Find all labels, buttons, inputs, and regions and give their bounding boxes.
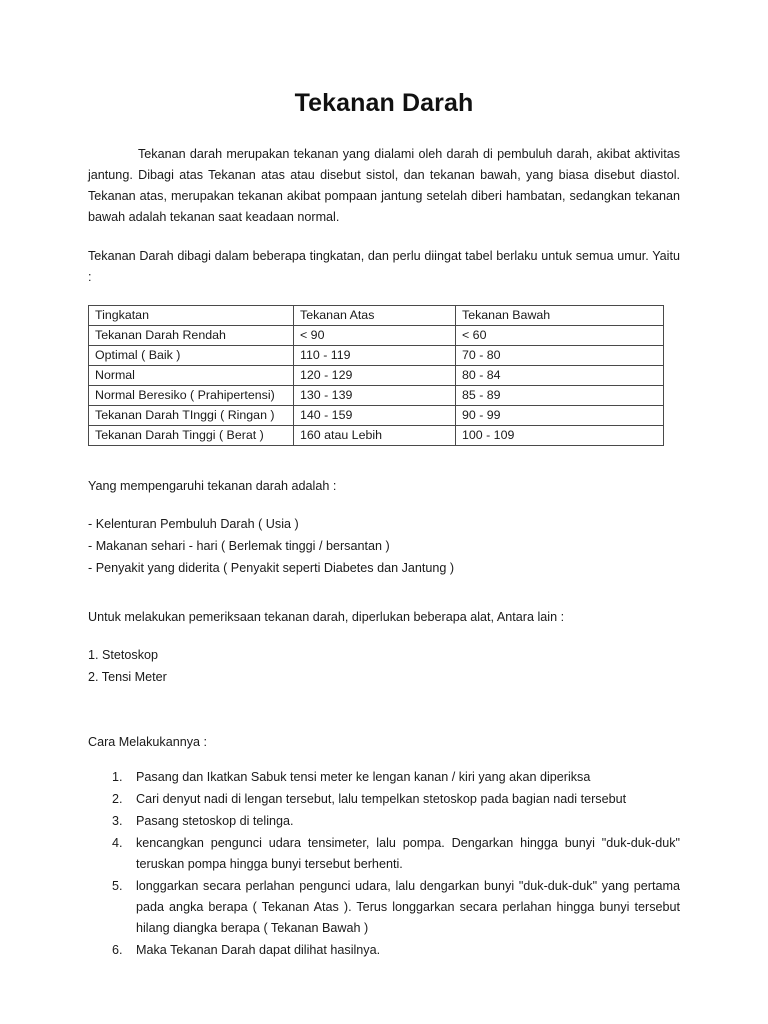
list-item: 2. Tensi Meter xyxy=(88,670,167,684)
influences-lead: Yang mempengaruhi tekanan darah adalah : xyxy=(88,479,337,493)
howto-lead: Cara Melakukannya : xyxy=(88,735,208,749)
table-header-cell: Tekanan Atas xyxy=(294,306,456,326)
table-cell: 85 - 89 xyxy=(456,386,664,406)
table-cell: 140 - 159 xyxy=(294,406,456,426)
list-item: - Makanan sehari - hari ( Berlemak tinggi / bersantan ) xyxy=(88,539,390,553)
table-cell: 100 - 109 xyxy=(456,426,664,446)
levels-intro-paragraph: Tekanan Darah dibagi dalam beberapa tingkatan, dan perlu diingat tabel berlaku untuk semua umur. Yaitu : xyxy=(88,249,680,284)
list-item: - Penyakit yang diderita ( Penyakit seperti Diabetes dan Jantung ) xyxy=(88,561,455,575)
table-cell: Tekanan Darah Rendah xyxy=(89,326,294,346)
list-item: Maka Tekanan Darah dapat dilihat hasilnya. xyxy=(136,943,381,957)
table-cell: < 60 xyxy=(456,326,664,346)
table-header-row xyxy=(89,306,664,326)
table-cell: Optimal ( Baik ) xyxy=(89,346,294,366)
list-item: kencangkan pengunci udara tensimeter, lalu pompa. Dengarkan hingga bunyi "duk-duk-duk" teruskan pompa hingga bunyi tersebut berhenti. xyxy=(136,836,680,871)
intro-paragraph: Tekanan darah merupakan tekanan yang dialami oleh darah di pembuluh darah, akibat aktivitas jantung. Dibagi atas Tekanan atas atau disebut sistol, dan tekanan bawah, yang biasa disebut diastol. Tekanan atas, merupakan tekanan akibat pompaan jantung setelah diberi hambatan, sedangkan tekanan bawah adalah tekanan saat keadaan normal. xyxy=(88,147,680,224)
table-row xyxy=(89,406,664,426)
table-cell: Tekanan Darah Tinggi ( Berat ) xyxy=(89,426,294,446)
table-header-cell: Tekanan Bawah xyxy=(456,306,664,326)
page-title: Tekanan Darah xyxy=(294,89,474,117)
table-cell: Normal Beresiko ( Prahipertensi) xyxy=(89,386,294,406)
table-cell: 80 - 84 xyxy=(456,366,664,386)
table-row xyxy=(89,326,664,346)
list-item: Pasang stetoskop di telinga. xyxy=(136,814,294,828)
table-row xyxy=(89,426,664,446)
table-cell: 110 - 119 xyxy=(294,346,456,366)
table-cell: Tekanan Darah TInggi ( Ringan ) xyxy=(89,406,294,426)
influences-list xyxy=(88,513,680,579)
list-item: Cari denyut nadi di lengan tersebut, lalu tempelkan stetoskop pada bagian nadi tersebut xyxy=(136,792,627,806)
table-cell: < 90 xyxy=(294,326,456,346)
list-item: Pasang dan Ikatkan Sabuk tensi meter ke lengan kanan / kiri yang akan diperiksa xyxy=(136,770,591,784)
document-body xyxy=(88,0,680,962)
table-row xyxy=(89,366,664,386)
list-item: longgarkan secara perlahan pengunci udara, lalu dengarkan bunyi "duk-duk-duk" yang pertama pada angka berapa ( Tekanan Atas ). Terus longgarkan secara perlahan hingga bunyi tersebut hilang diangka berapa ( Tekanan Bawah ) xyxy=(136,879,680,935)
list-item: 1. Stetoskop xyxy=(88,648,159,662)
table-cell: Normal xyxy=(89,366,294,386)
blood-pressure-table xyxy=(88,305,664,446)
table-cell: 70 - 80 xyxy=(456,346,664,366)
table-cell: 90 - 99 xyxy=(456,406,664,426)
table-cell: 160 atau Lebih xyxy=(294,426,456,446)
table-row xyxy=(89,346,664,366)
howto-steps-list xyxy=(88,767,680,961)
tools-lead: Untuk melakukan pemeriksaan tekanan darah, diperlukan beberapa alat, Antara lain : xyxy=(88,610,565,624)
table-cell: 120 - 129 xyxy=(294,366,456,386)
tools-list xyxy=(88,644,680,688)
table-header-cell: Tingkatan xyxy=(89,306,294,326)
list-item: - Kelenturan Pembuluh Darah ( Usia ) xyxy=(88,517,299,531)
table-cell: 130 - 139 xyxy=(294,386,456,406)
table-row xyxy=(89,386,664,406)
